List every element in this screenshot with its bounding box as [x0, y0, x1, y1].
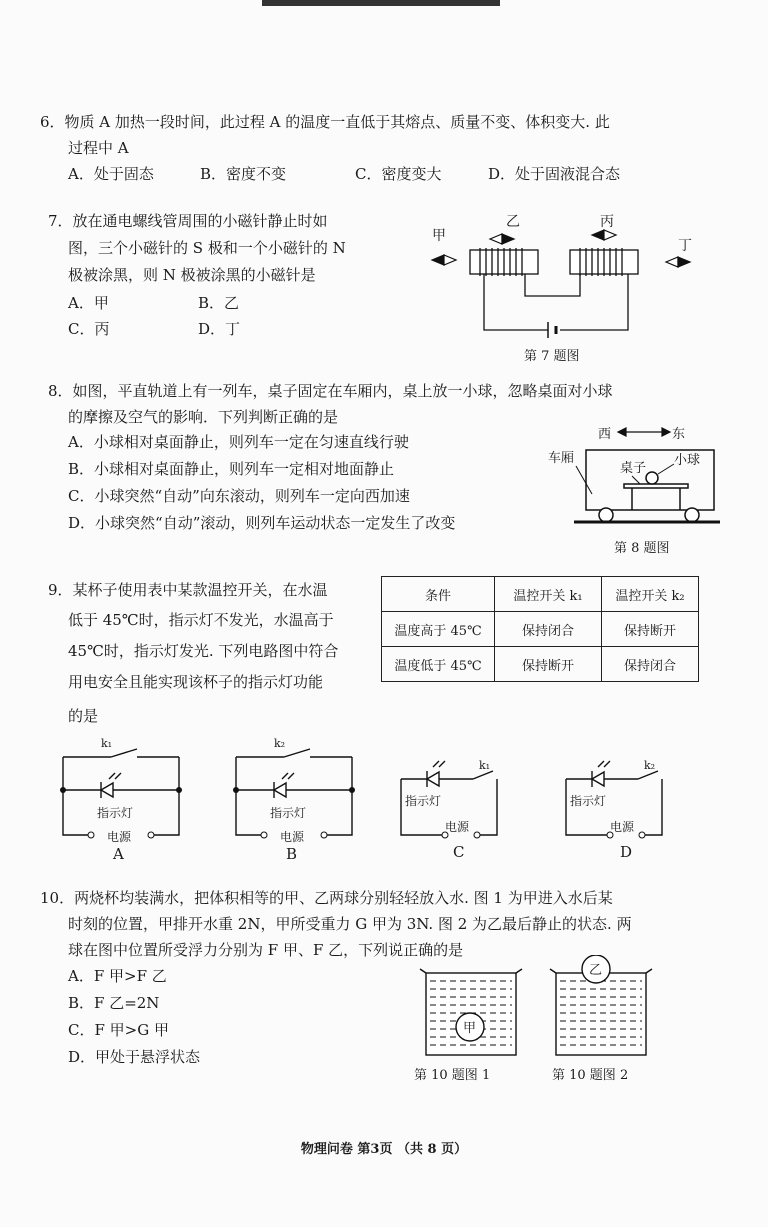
q9-line4: 用电安全且能实现该杯子的指示灯功能	[68, 673, 324, 691]
q7-option-a: A．甲	[68, 294, 109, 312]
q6-option-d: D．处于固液混合态	[488, 165, 621, 183]
q7-caption: 第 7 题图	[524, 349, 580, 364]
q8-line1: 8．如图，平直轨道上有一列车，桌子固定在车厢内，桌上放一小球，忽略桌面对小球	[48, 382, 613, 400]
q6-line1: 6．物质 A 加热一段时间，此过程 A 的温度一直低于其熔点、质量不变、体积变大. 此	[40, 113, 610, 131]
needle-label-ding: 丁	[678, 238, 692, 254]
circuit-c-source: 电源	[445, 820, 470, 834]
wheel-left	[599, 508, 613, 522]
scan-edge-mark	[262, 0, 500, 6]
q7-wires	[484, 274, 628, 330]
circuit-d-source: 电源	[610, 820, 635, 834]
circuit-d-letter: D	[620, 843, 633, 861]
needle-label-jia: 甲	[432, 228, 446, 244]
q10-option-c: C．F 甲>G 甲	[68, 1021, 169, 1039]
ball	[646, 472, 658, 484]
q10-option-b: B．F 乙=2N	[68, 994, 160, 1012]
q10-line2: 时刻的位置，甲排开水重 2N，甲所受重力 G 甲为 3N. 图 2 为乙最后静止的状态. 两	[68, 915, 632, 933]
circuit-a-source: 电源	[107, 830, 132, 844]
beaker-1	[420, 969, 522, 1055]
q6-option-c: C．密度变大	[355, 165, 442, 183]
q8-line2: 的摩擦及空气的影响．下列判断正确的是	[68, 408, 339, 426]
needle-label-yi: 乙	[506, 214, 520, 230]
q7-figure-solenoids	[420, 210, 710, 365]
q7-line1: 7．放在通电螺线管周围的小磁针静止时如	[48, 212, 328, 230]
row2-condition: 温度低于 45℃	[382, 647, 495, 682]
solenoid-left	[470, 248, 538, 276]
circuit-c-letter: C	[453, 843, 465, 861]
circuit-b-lamp: 指示灯	[270, 806, 307, 820]
q10-option-d: D．甲处于悬浮状态	[68, 1048, 201, 1066]
page-footer: 物理问卷 第3页 （共 8 页）	[300, 1142, 468, 1157]
beaker-2	[550, 955, 652, 1055]
circuit-b-switch: k₂	[274, 737, 286, 750]
label-east: 东	[672, 427, 686, 442]
q10-caption-2: 第 10 题图 2	[552, 1068, 629, 1083]
header-k1: 温控开关 k₁	[495, 577, 602, 612]
q8-option-a: A．小球相对桌面静止，则列车一定在匀速直线行驶	[68, 433, 409, 451]
wheel-right	[685, 508, 699, 522]
q10-line1: 10．两烧杯均装满水，把体积相等的甲、乙两球分别轻轻放入水. 图 1 为甲进入水后某	[40, 889, 613, 907]
q8-caption: 第 8 题图	[614, 541, 670, 556]
q10-figure-beakers	[400, 955, 690, 1085]
solenoid-right	[570, 248, 638, 276]
q6-option-a: A．处于固态	[68, 165, 154, 183]
q8-option-c: C．小球突然“自动”向东滚动，则列车一定向西加速	[68, 487, 410, 505]
q6-option-b: B．密度不变	[200, 165, 287, 183]
circuit-b-source: 电源	[280, 830, 305, 844]
row2-k1: 保持断开	[495, 647, 602, 682]
label-table: 桌子	[620, 461, 647, 476]
row2-k2: 保持闭合	[602, 647, 699, 682]
ball-jia-label: 甲	[463, 1021, 477, 1036]
circuit-b	[228, 735, 368, 865]
circuit-d-lamp: 指示灯	[570, 794, 607, 808]
q7-option-b: B．乙	[198, 294, 240, 312]
table-row	[382, 612, 699, 647]
header-condition: 条件	[382, 577, 495, 612]
q9-line2: 低于 45℃时，指示灯不发光，水温高于	[68, 611, 334, 629]
label-carriage: 车厢	[548, 451, 575, 466]
row1-k2: 保持断开	[602, 612, 699, 647]
battery	[548, 322, 556, 338]
needle-jia	[432, 255, 456, 265]
row1-k1: 保持闭合	[495, 612, 602, 647]
circuit-d	[558, 755, 688, 865]
table-shape	[624, 484, 688, 510]
q10-caption-1: 第 10 题图 1	[414, 1068, 491, 1083]
label-ball: 小球	[674, 453, 701, 468]
q7-option-d: D．丁	[198, 320, 241, 338]
table-header-row	[382, 577, 699, 612]
east-west-arrow	[618, 428, 670, 436]
switch-condition-table	[381, 576, 699, 682]
header-k2: 温控开关 k₂	[602, 577, 699, 612]
needle-yi	[490, 234, 514, 244]
q10-line3: 球在图中位置所受浮力分别为 F 甲、F 乙，下列说正确的是	[68, 941, 464, 959]
q8-option-d: D．小球突然“自动”滚动，则列车运动状态一定发生了改变	[68, 514, 456, 532]
circuit-a-switch: k₁	[101, 737, 113, 750]
circuit-c-switch: k₁	[479, 759, 491, 772]
q8-option-b: B．小球相对桌面静止，则列车一定相对地面静止	[68, 460, 395, 478]
table-row	[382, 647, 699, 682]
q7-line2: 图，三个小磁针的 S 极和一个小磁针的 N	[68, 239, 346, 257]
q9-line5: 的是	[68, 707, 99, 725]
ball-yi-label: 乙	[589, 963, 603, 978]
needle-ding	[666, 257, 690, 267]
circuit-d-switch: k₂	[644, 759, 656, 772]
q9-line3: 45℃时，指示灯发光. 下列电路图中符合	[68, 642, 339, 660]
q10-option-a: A．F 甲>F 乙	[68, 967, 167, 985]
circuit-c	[393, 755, 523, 865]
q6-line2: 过程中 A	[68, 139, 129, 157]
circuit-c-lamp: 指示灯	[405, 794, 442, 808]
label-west: 西	[598, 427, 612, 442]
row1-condition: 温度高于 45℃	[382, 612, 495, 647]
q7-line3: 极被涂黑，则 N 极被涂黑的小磁针是	[68, 266, 316, 284]
circuit-a-lamp: 指示灯	[97, 806, 134, 820]
q8-figure-train	[540, 420, 720, 560]
needle-bing	[592, 230, 616, 240]
q9-line1: 9．某杯子使用表中某款温控开关，在水温	[48, 581, 328, 599]
circuit-a	[55, 735, 195, 865]
circuit-a-letter: A	[113, 845, 124, 863]
q7-option-c: C．丙	[68, 320, 110, 338]
needle-label-bing: 丙	[600, 214, 614, 230]
circuit-b-letter: B	[286, 845, 298, 863]
